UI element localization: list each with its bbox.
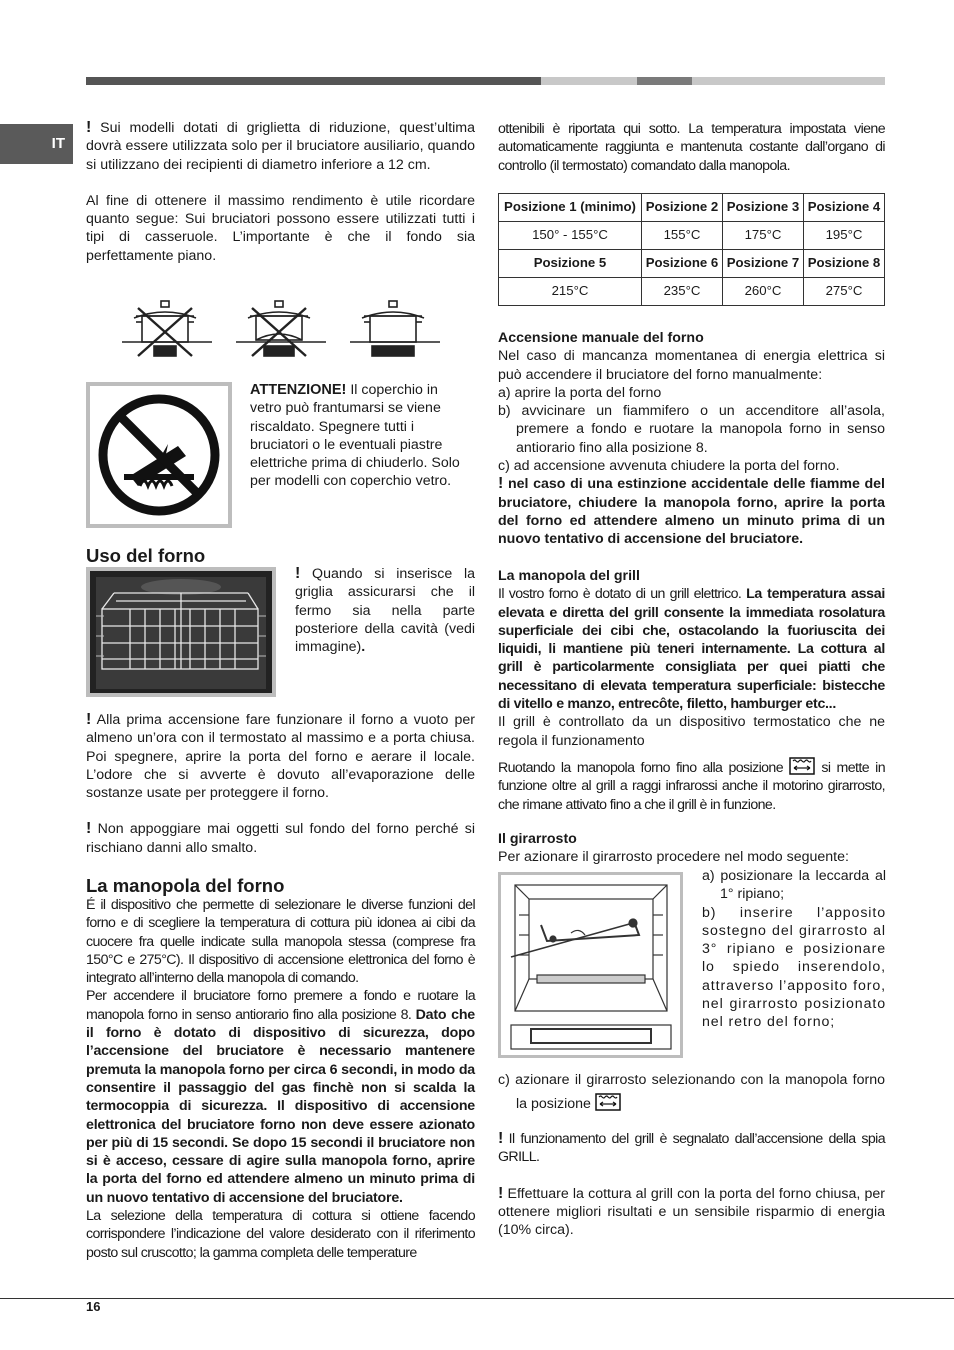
oven-rack-image-frame: [86, 567, 276, 697]
table-cell: Posizione 6: [641, 250, 722, 278]
right-warnings: [498, 1130, 885, 1239]
rotisserie-step-c: [498, 1068, 885, 1116]
temperature-positions-table: [498, 193, 885, 306]
prohibition-sign-frame: [86, 382, 232, 528]
paragraph-grill-thermostat: Il grill è controllato da un dispositivo termostatico che ne regola il funzionamento: [498, 714, 885, 749]
pots-illustration: [120, 298, 440, 360]
paragraph-grill-description: Il vostro forno è dotato di un grill elettrico. La temperatura assai elevata e diretta del grill consente la immediata rosolatura superficiale dei cibi che, ostacolando la fuoriuscita dei liquidi, li mantiene più teneri internamente. La cottura al grill è particolarmente consigliata per quei piatti che necessitano di elevata temperatura superficiale: bistecche di vitello e manzo, entrecôte, filetto, hamburger etc...: [498, 586, 885, 713]
table-cell: 155°C: [641, 222, 722, 250]
oven-rack-illustration: [90, 571, 272, 693]
table-row: [499, 222, 885, 250]
grill-spit-position-icon: [595, 1093, 621, 1111]
left-manopola-text: [86, 896, 475, 1262]
paragraph-temperature-selection: La selezione della temperatura di cottura si ottiene facendo corrispondere l’indicazione del valore desiderato con il riferimento posto sul cruscotto; la gamma completa delle temperature: [86, 1208, 475, 1261]
no-heat-lid-icon: [90, 386, 228, 524]
rotisserie-image-frame: [498, 872, 683, 1058]
table-cell: Posizione 8: [803, 250, 884, 278]
table-cell: 275°C: [803, 278, 884, 306]
section-title-uso-forno: Uso del forno: [86, 545, 206, 566]
table-cell: 235°C: [641, 278, 722, 306]
paragraph-first-use: ! Alla prima accensione fare funzionare il forno a vuoto per almeno un’ora con il termostato al massimo e a porta chiusa. Poi spegnere, aprire la porta del forno e aerare il locale. L’odore che si avverte è dovuto all’evaporazione delle sostanze usate per proteggere il forno.: [86, 711, 475, 802]
attention-notice: [250, 381, 468, 491]
paragraph-reduction-grid: ! Sui modelli dotati di griglietta di riduzione, quest’ultima dovrà essere utilizzata solo per il bruciatore ausiliario, quando si utilizzano dei recipienti di diametro inferiore a 12 cm.: [86, 119, 475, 173]
header-bar-light-2: [692, 77, 885, 85]
header-bar-mid: [637, 77, 692, 85]
table-cell: Posizione 2: [641, 194, 722, 222]
paragraph-temperature-range: ottenibili è riportata qui sotto. La temperatura impostata viene automaticamente raggiunta e mantenuta costante dall’organo di controllo (il termostato) comandato dalla manopola.: [498, 121, 885, 174]
attention-label: ATTENZIONE!: [250, 382, 347, 398]
list-item-manual-b: b) avvicinare un fiammifero o un accenditore all’asola, premere a fondo e ruotare la manopola forno in senso antiorario fino alla posizione 8.: [498, 403, 885, 456]
list-item-manual-c: c) ad accensione avvenuta chiudere la porta del forno.: [498, 458, 840, 475]
table-cell: 175°C: [722, 222, 803, 250]
left-uso-paragraphs: [86, 711, 475, 857]
table-row: [499, 194, 885, 222]
subtitle-rotisserie: Il girarrosto: [498, 831, 577, 847]
footer-divider: [0, 1298, 954, 1299]
right-grill-section: [498, 567, 885, 814]
grill-spit-position-icon: [789, 757, 815, 775]
header-bar-dark: [86, 77, 541, 85]
section-title-manopola-forno: La manopola del forno: [86, 875, 285, 896]
paragraph-grill-position: Ruotando la manopola forno fino alla posizione si mette in funzione oltre al grill a raggi infrarossi anche il motorino girarrosto, che rimane attivato fino a che il grill è in funzione.: [498, 757, 885, 814]
paragraph-oven-bottom: ! Non appoggiare mai oggetti sul fondo del forno perché si rischiano danni allo smalto.: [86, 820, 475, 856]
pot-wrong-1-icon: [122, 301, 212, 356]
table-cell: Posizione 5: [499, 250, 642, 278]
paragraph-manual-warning: ! nel caso di una estinzione accidentale delle fiamme del bruciatore, chiudere la manopola forno, aprire la porta del forno ed attendere almeno un minuto prima di un nuovo tentativo di accensione del bruciatore.: [498, 475, 885, 548]
paragraph-manual-intro: Nel caso di mancanza momentanea di energia elettrica si può accendere il bruciatore del forno manualmente:: [498, 348, 885, 383]
table-cell: 150° - 155°C: [499, 222, 642, 250]
paragraph-grill-door-closed: ! Effettuare la cottura al grill con la porta del forno chiusa, per ottenere migliori risultati e un sensibile risparmio di energia (10% circa).: [498, 1184, 885, 1239]
table-cell: 260°C: [722, 278, 803, 306]
table-cell: Posizione 4: [803, 194, 884, 222]
right-manual-ignition: [498, 329, 885, 549]
list-item-manual-a: a) aprire la porta del forno: [498, 384, 662, 401]
pot-wrong-2-icon: [236, 301, 326, 356]
pot-correct-icon: [350, 301, 440, 356]
paragraph-efficiency: Al fine di ottenere il massimo rendimento è utile ricordare quanto segue: Sui bruciatori possono essere utilizzati tutti i tipi di casseruole. L’importante è che il fondo sia perfettamente piano.: [86, 192, 475, 264]
list-item-spit-a: a) posizionare la leccarda al 1° ripiano;: [702, 868, 886, 903]
paragraph-knob-ignition: Per accendere il bruciatore forno premere a fondo e ruotare la manopola forno in senso antiorario fino alla posizione 8. Dato che il forno è dotato di dispositivo di sicurezza, dopo l’accensione del bruciatore è necessario mantenere premuta la manopola forno per circa 6 secondi, in modo da consentire il passaggio del gas finchè non si scalda la termocoppia di sicurezza. Il dispositivo di accensione elettronica del bruciatore forno non deve essere azionato per più di 15 secondi. Se dopo 15 secondi il bruciatore non si è acceso, cessare di agire sulla manopola forno, aprire la porta del forno ed attendere almeno un minuto prima di un nuovo tentativo di accensione del bruciatore.: [86, 988, 475, 1206]
subtitle-manual-ignition: Accensione manuale del forno: [498, 330, 704, 346]
rotisserie-illustration: [501, 875, 680, 1055]
table-cell: Posizione 7: [722, 250, 803, 278]
table-cell: Posizione 1 (minimo): [499, 194, 642, 222]
table-cell: Posizione 3: [722, 194, 803, 222]
subtitle-grill-knob: La manopola del grill: [498, 568, 640, 584]
right-intro: [498, 120, 885, 175]
list-item-spit-c: c) azionare il girarrosto selezionando con la manopola forno la posizione: [498, 1072, 885, 1112]
table-row: [499, 250, 885, 278]
table-cell: 195°C: [803, 222, 884, 250]
paragraph-rotisserie-intro: Per azionare il girarrosto procedere nel modo seguente:: [498, 849, 849, 866]
page-number: 16: [86, 1299, 101, 1314]
language-tab: IT: [0, 124, 73, 164]
list-item-spit-b: b) inserire l’apposito sostegno del girarrosto al 3° ripiano e posizionare lo spiedo inserendolo, attraverso l’apposito foro, nel girarrosto posizionato nel retro del forno;: [702, 904, 886, 1031]
rotisserie-steps-ab: [702, 867, 886, 1032]
right-spit-section: [498, 830, 885, 867]
attention-text: Il coperchio in vetro può frantumarsi se viene riscaldato. Spegnere tutti i bruciatori o le eventuali piastre elettriche prima di chiuderlo. Solo per modelli con coperchio vetro.: [250, 382, 460, 490]
paragraph-grill-light: ! Il funzionamento del grill è segnalato dall’accensione della spia GRILL.: [498, 1130, 885, 1166]
left-intro: [86, 119, 475, 265]
table-cell: 215°C: [499, 278, 642, 306]
rack-instruction: ! Quando si inserisce la griglia assicurarsi che il fermo sia nella parte posteriore della cavità (vedi immagine).: [295, 565, 475, 656]
table-row: [499, 278, 885, 306]
header-bar-light: [541, 77, 637, 85]
paragraph-knob-description: É il dispositivo che permette di selezionare le diverse funzioni del forno e di scegliere la temperatura di cottura più idonea ai cibi da cuocere fra quelle indicate sulla manopola stessa (comprese fra 150°C e 275°C). Il dispositivo di accensione elettronica del forno è integrato all’interno della manopola di comando.: [86, 897, 475, 987]
